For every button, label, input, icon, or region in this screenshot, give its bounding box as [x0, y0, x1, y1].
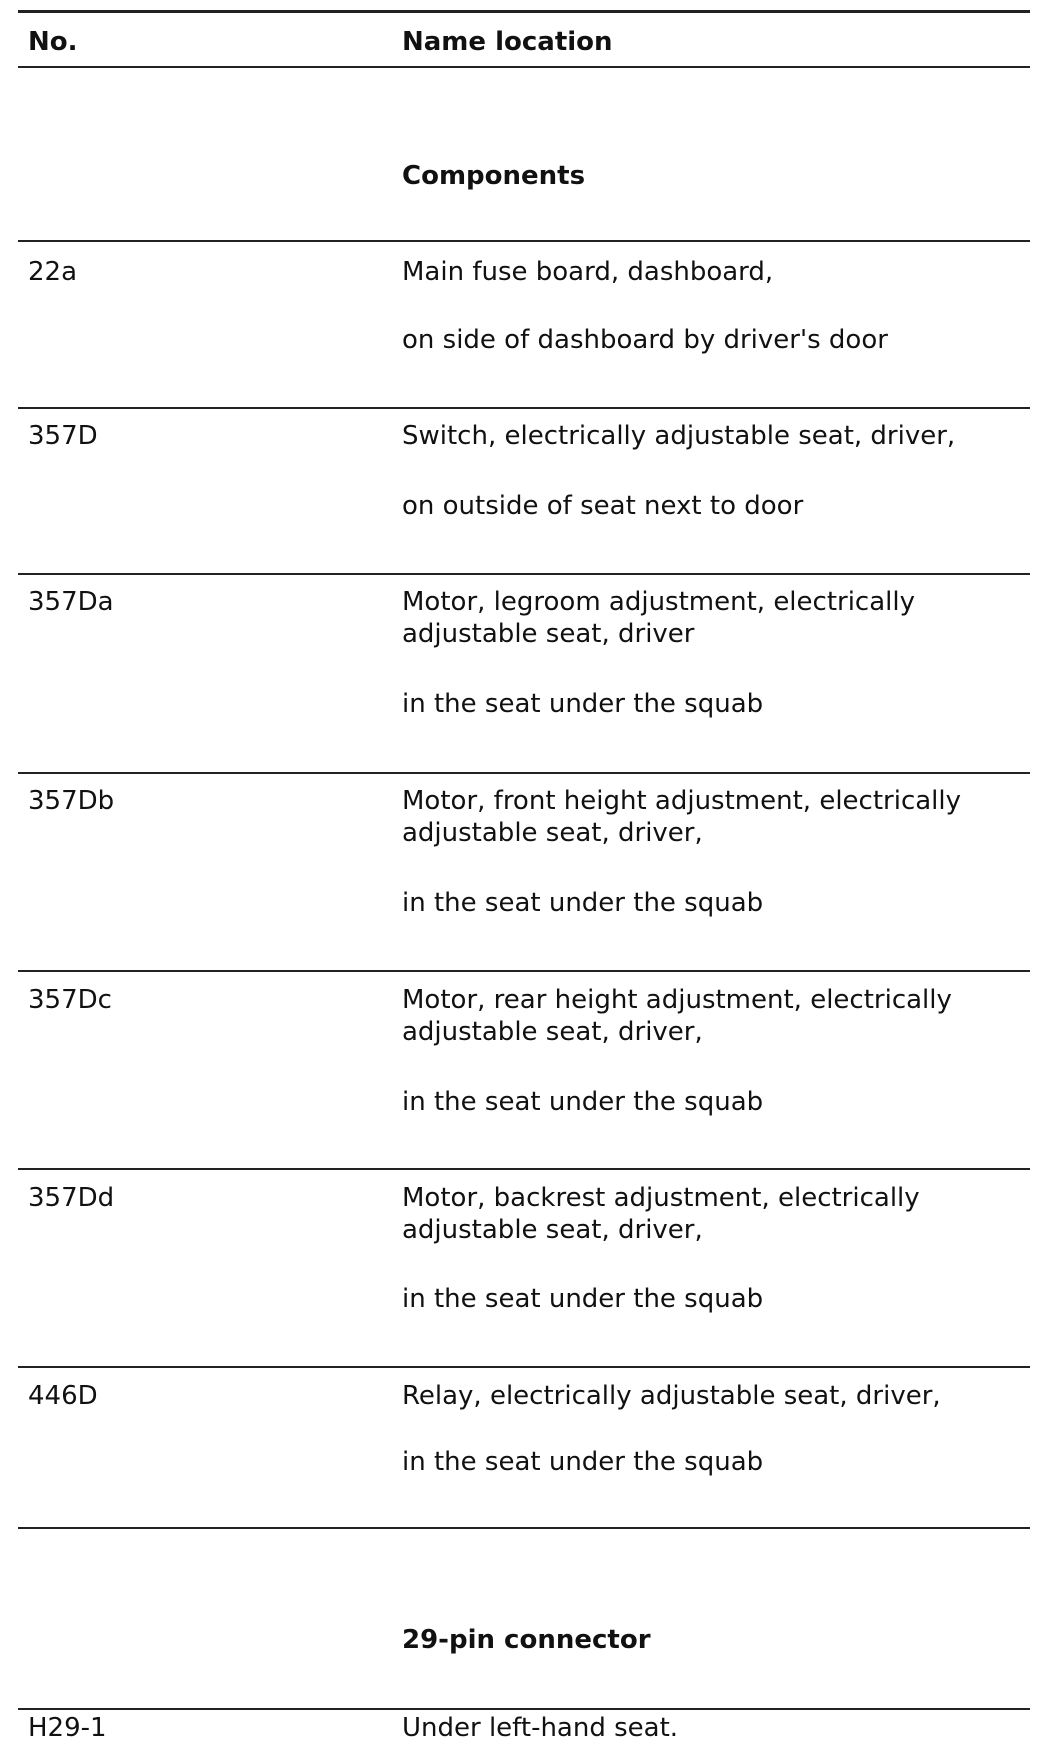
row-location: in the seat under the squab [402, 1087, 764, 1117]
row-number: 357Dc [28, 985, 112, 1015]
row-name: Under left-hand seat. [402, 1713, 679, 1743]
header-bottom-rule [18, 66, 1030, 68]
row-number: 446D [28, 1381, 98, 1411]
row-name-continued: adjustable seat, driver, [402, 1215, 703, 1245]
row-rule [18, 407, 1030, 409]
row-rule [18, 1366, 1030, 1368]
row-name-continued: adjustable seat, driver, [402, 1017, 703, 1047]
row-rule [18, 1708, 1030, 1710]
row-location: on side of dashboard by driver's door [402, 325, 888, 355]
row-rule [18, 240, 1030, 242]
row-number: 357D [28, 421, 98, 451]
row-name: Motor, front height adjustment, electrically [402, 786, 961, 816]
row-name: Relay, electrically adjustable seat, driver, [402, 1381, 941, 1411]
row-name: Motor, rear height adjustment, electrically [402, 985, 952, 1015]
row-name: Switch, electrically adjustable seat, driver, [402, 421, 956, 451]
row-number: 22a [28, 257, 78, 287]
row-name: Main fuse board, dashboard, [402, 257, 774, 287]
column-header-name-location: Name location [402, 27, 613, 57]
row-number: H29-1 [28, 1713, 107, 1743]
row-number: 357Dd [28, 1183, 115, 1213]
row-location: in the seat under the squab [402, 1447, 764, 1477]
row-rule [18, 970, 1030, 972]
section-title-29-pin-connector: 29-pin connector [402, 1625, 651, 1655]
row-location: in the seat under the squab [402, 888, 764, 918]
row-location: in the seat under the squab [402, 689, 764, 719]
row-location: in the seat under the squab [402, 1284, 764, 1314]
row-name: Motor, legroom adjustment, electrically [402, 587, 915, 617]
row-location: on outside of seat next to door [402, 491, 804, 521]
row-name-continued: adjustable seat, driver [402, 619, 695, 649]
row-rule [18, 772, 1030, 774]
row-rule [18, 1168, 1030, 1170]
row-rule [18, 573, 1030, 575]
row-name-continued: adjustable seat, driver, [402, 818, 703, 848]
row-name: Motor, backrest adjustment, electrically [402, 1183, 920, 1213]
header-top-rule [18, 10, 1030, 13]
column-header-no: No. [28, 27, 78, 57]
section-title-components: Components [402, 161, 586, 191]
row-number: 357Da [28, 587, 114, 617]
section-end-rule [18, 1527, 1030, 1529]
row-number: 357Db [28, 786, 115, 816]
